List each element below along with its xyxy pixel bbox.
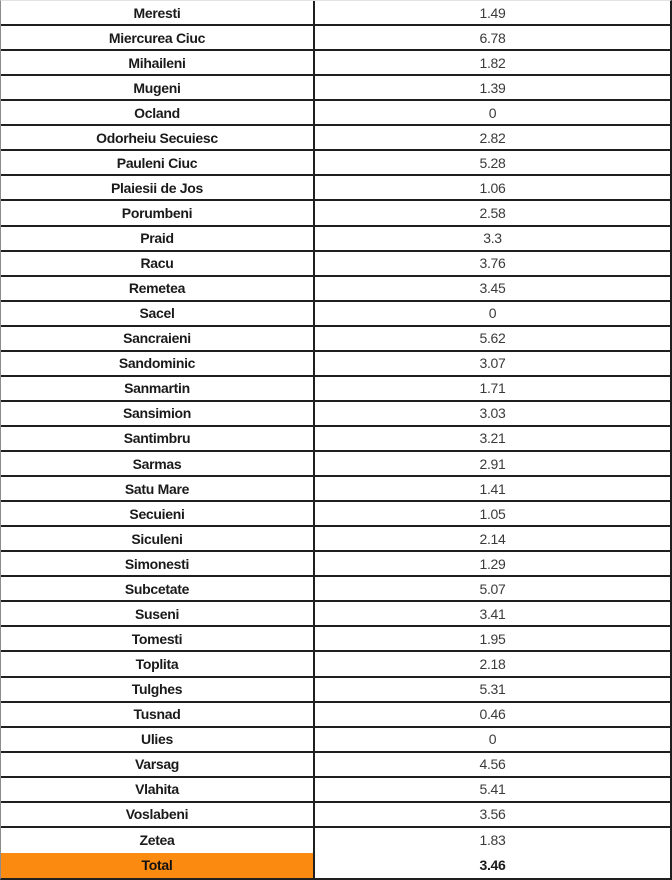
locality-cell: Subcetate xyxy=(1,577,315,600)
table-row xyxy=(1,402,670,427)
value-cell: 0.46 xyxy=(479,706,506,723)
value-cell: 3.21 xyxy=(479,430,506,447)
locality-cell: Simonesti xyxy=(1,552,315,575)
value-cell: 6.78 xyxy=(479,29,506,46)
locality-cell: Tusnad xyxy=(1,703,315,726)
value-cell: 5.28 xyxy=(479,154,506,171)
table-row xyxy=(1,602,670,627)
table-row xyxy=(1,51,670,76)
table-row xyxy=(1,176,670,201)
value-cell: 2.58 xyxy=(479,204,506,221)
locality-cell: Mihaileni xyxy=(1,51,315,74)
value-cell: 1.71 xyxy=(479,380,506,397)
table-row xyxy=(1,703,670,728)
value-cell: 3.07 xyxy=(479,355,506,372)
table-row xyxy=(1,101,670,126)
locality-cell: Odorheiu Secuiesc xyxy=(1,126,315,149)
locality-cell: Santimbru xyxy=(1,427,315,450)
locality-cell: Secuieni xyxy=(1,502,315,525)
value-cell: 3.03 xyxy=(479,405,506,422)
table-row xyxy=(1,678,670,703)
value-cell: 0 xyxy=(488,305,497,322)
locality-cell: Sancraieni xyxy=(1,327,315,350)
value-cell: 1.49 xyxy=(479,4,506,21)
locality-cell: Suseni xyxy=(1,602,315,625)
value-cell: 3.45 xyxy=(479,280,506,297)
value-cell: 3.3 xyxy=(483,230,502,247)
locality-cell: Sansimion xyxy=(1,402,315,425)
table-row xyxy=(1,652,670,677)
locality-cell: Tomesti xyxy=(1,627,315,650)
locality-cell: Sacel xyxy=(1,302,315,325)
table-row xyxy=(1,26,670,51)
locality-cell: Mugeni xyxy=(1,76,315,99)
table-row xyxy=(1,452,670,477)
locality-cell: Zetea xyxy=(1,828,315,853)
value-cell: 1.06 xyxy=(479,179,506,196)
table-row xyxy=(1,252,670,277)
locality-cell: Varsag xyxy=(1,753,315,776)
value-cell: 1.29 xyxy=(479,555,506,572)
table-row xyxy=(1,427,670,452)
table-row xyxy=(1,126,670,151)
value-cell: 5.07 xyxy=(479,580,506,597)
table-row xyxy=(1,728,670,753)
locality-cell: Racu xyxy=(1,252,315,275)
locality-cell: Ulies xyxy=(1,728,315,751)
value-cell: 2.82 xyxy=(479,129,506,146)
total-value-cell: 3.46 xyxy=(479,857,506,874)
locality-cell: Sarmas xyxy=(1,452,315,475)
table-row xyxy=(1,151,670,176)
locality-cell: Satu Mare xyxy=(1,477,315,500)
locality-cell: Porumbeni xyxy=(1,201,315,224)
locality-cell: Meresti xyxy=(1,1,315,24)
value-cell: 2.18 xyxy=(479,656,506,672)
value-cell: 3.56 xyxy=(479,806,506,823)
table-row xyxy=(1,327,670,352)
value-cell: 2.14 xyxy=(479,530,506,547)
value-cell: 0 xyxy=(488,104,497,121)
value-cell: 4.56 xyxy=(479,756,506,773)
table-row xyxy=(1,502,670,527)
locality-cell: Plaiesii de Jos xyxy=(1,176,315,199)
table-row xyxy=(1,577,670,602)
locality-cell: Ocland xyxy=(1,101,315,124)
locality-cell: Sanmartin xyxy=(1,377,315,400)
total-label-cell: Total xyxy=(1,853,315,878)
locality-cell: Pauleni Ciuc xyxy=(1,151,315,174)
value-cell: 0 xyxy=(488,731,497,748)
value-cell: 1.39 xyxy=(479,79,506,96)
locality-cell: Praid xyxy=(1,227,315,250)
table-row xyxy=(1,227,670,252)
table-row xyxy=(1,277,670,302)
table-row xyxy=(1,352,670,377)
table-row xyxy=(1,377,670,402)
table-row xyxy=(1,778,670,803)
table-row xyxy=(1,302,670,327)
table-row xyxy=(1,201,670,226)
locality-cell: Remetea xyxy=(1,277,315,300)
table-row xyxy=(1,552,670,577)
locality-cell: Siculeni xyxy=(1,527,315,550)
table-row xyxy=(1,76,670,101)
locality-cell: Tulghes xyxy=(1,678,315,701)
table-row xyxy=(1,803,670,828)
table-row xyxy=(1,753,670,778)
value-cell: 3.41 xyxy=(479,605,506,622)
value-cell: 1.82 xyxy=(479,54,506,71)
table-row xyxy=(1,477,670,502)
value-cell: 1.41 xyxy=(479,480,506,497)
value-cell: 2.91 xyxy=(479,455,506,472)
locality-cell: Miercurea Ciuc xyxy=(1,26,315,49)
value-cell: 1.83 xyxy=(479,832,506,849)
locality-cell: Vlahita xyxy=(1,778,315,801)
locality-cell: Sandominic xyxy=(1,352,315,375)
value-cell: 5.31 xyxy=(479,681,506,698)
total-row xyxy=(1,853,670,878)
value-cell: 1.95 xyxy=(479,630,506,647)
value-cell: 5.41 xyxy=(479,781,506,798)
table-row xyxy=(1,627,670,652)
table-row xyxy=(1,828,670,853)
table-row xyxy=(1,527,670,552)
value-cell: 1.05 xyxy=(479,505,506,522)
value-cell: 5.62 xyxy=(479,330,506,347)
locality-cell: Voslabeni xyxy=(1,803,315,826)
table-row xyxy=(1,1,670,26)
value-cell: 3.76 xyxy=(479,255,506,272)
locality-cell: Toplita xyxy=(1,652,315,675)
